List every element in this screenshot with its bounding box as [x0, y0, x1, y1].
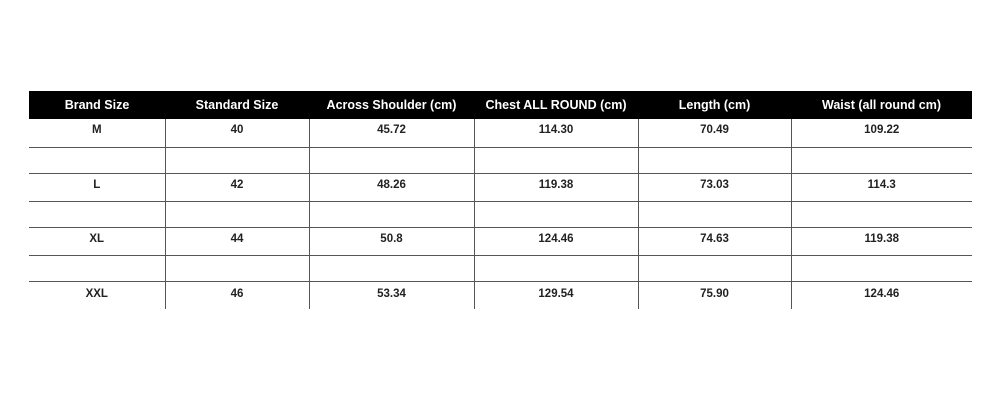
cell-brand-size: XXL	[85, 287, 108, 300]
header-brand-size: Brand Size	[64, 98, 130, 112]
cell-empty	[638, 147, 791, 173]
cell-empty	[791, 255, 972, 281]
header-waist: Waist (all round cm)	[822, 98, 941, 112]
cell-empty	[474, 255, 638, 281]
cell-empty	[638, 201, 791, 227]
cell-empty	[474, 147, 638, 173]
cell-waist: 119.38	[791, 227, 972, 255]
cell-standard-size: 46	[165, 281, 309, 309]
table-row-xl	[29, 227, 972, 255]
cell-standard-size: 40	[165, 119, 309, 147]
cell-standard-size: 42	[165, 173, 309, 201]
cell-empty	[309, 147, 474, 173]
cell-across-shoulder: 45.72	[309, 119, 474, 147]
cell-empty	[638, 255, 791, 281]
table-row-m	[29, 119, 972, 147]
cell-length: 70.49	[638, 119, 791, 147]
table-row-spacer	[29, 201, 972, 227]
cell-chest: 114.30	[474, 119, 638, 147]
cell-brand-size: M	[29, 119, 165, 147]
cell-across-shoulder: 48.26	[309, 173, 474, 201]
header-across-shoulder: Across Shoulder (cm)	[326, 98, 457, 112]
header-length: Length (cm)	[678, 98, 751, 112]
cell-empty	[791, 201, 972, 227]
cell-brand-size: L	[29, 173, 165, 201]
header-row	[29, 91, 972, 119]
cell-chest: 124.46	[474, 227, 638, 255]
size-chart-table	[29, 91, 972, 309]
cell-waist: 124.46	[791, 281, 972, 309]
cell-empty	[165, 147, 309, 173]
size-chart-body	[29, 119, 972, 309]
cell-empty	[29, 201, 165, 227]
table-row-spacer	[29, 147, 972, 173]
cell-waist: 109.22	[791, 119, 972, 147]
table-row-spacer	[29, 255, 972, 281]
cell-empty	[791, 147, 972, 173]
cell-waist: 114.3	[791, 173, 972, 201]
header-standard-size: Standard Size	[195, 98, 279, 112]
cell-empty	[29, 147, 165, 173]
cell-empty	[309, 255, 474, 281]
cell-empty	[165, 255, 309, 281]
cell-empty	[474, 201, 638, 227]
cell-brand-size: XL	[29, 227, 165, 255]
cell-empty	[165, 201, 309, 227]
cell-empty	[29, 255, 165, 281]
cell-empty	[309, 201, 474, 227]
cell-across-shoulder: 53.34	[309, 281, 474, 309]
table-row-l	[29, 173, 972, 201]
cell-chest: 119.38	[474, 173, 638, 201]
cell-length: 75.90	[638, 281, 791, 309]
cell-length: 73.03	[638, 173, 791, 201]
cell-across-shoulder: 50.8	[309, 227, 474, 255]
header-chest-all-round: Chest ALL ROUND (cm)	[485, 98, 627, 112]
size-chart-header	[29, 91, 972, 119]
cell-chest: 129.54	[474, 281, 638, 309]
table-row-xxl	[29, 281, 972, 309]
cell-length: 74.63	[638, 227, 791, 255]
cell-standard-size: 44	[165, 227, 309, 255]
